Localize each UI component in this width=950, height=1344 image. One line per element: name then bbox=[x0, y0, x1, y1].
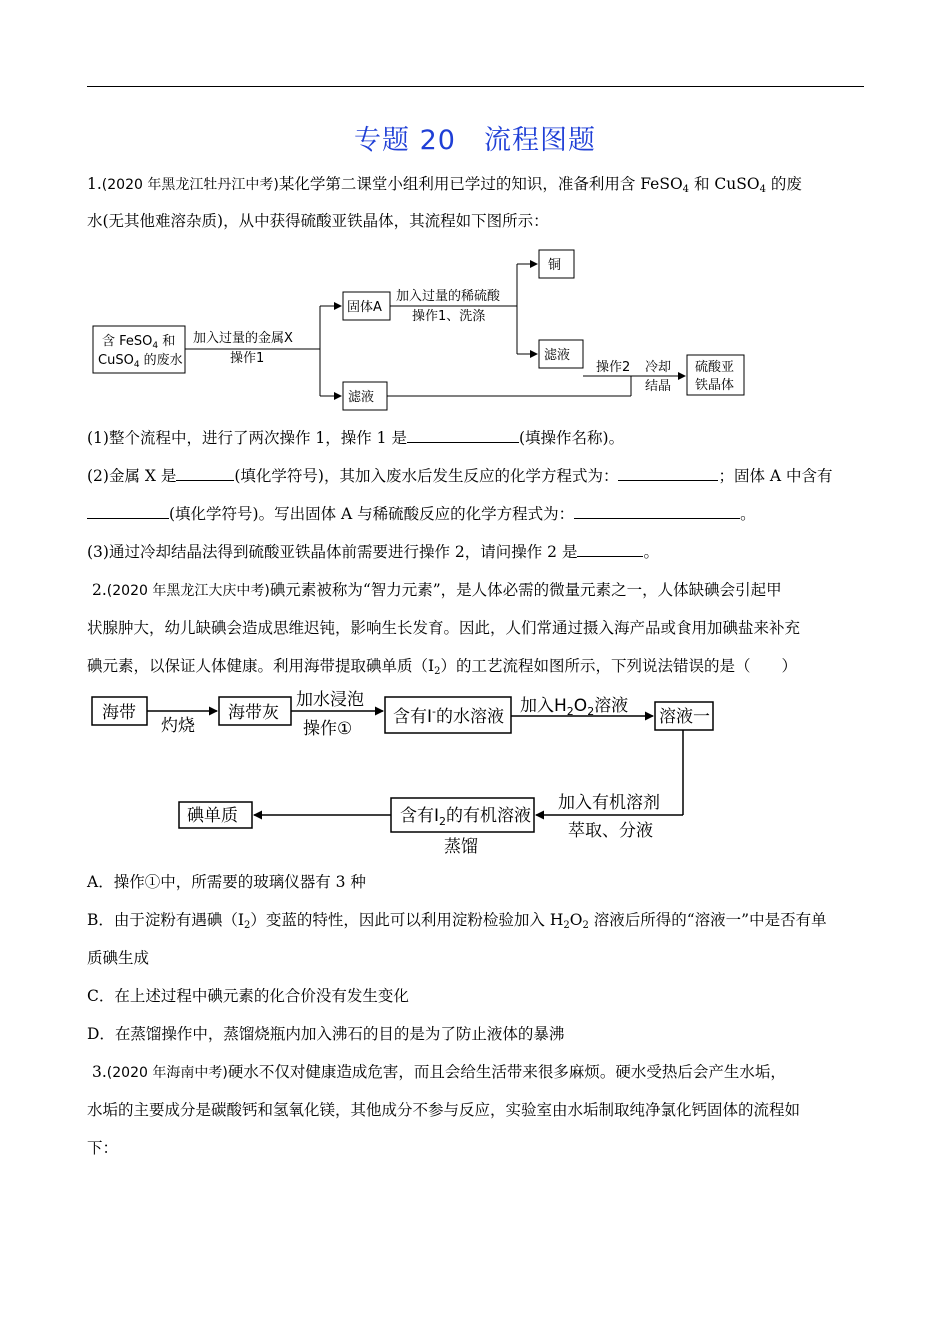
page-title: 专题 20 流程图题 bbox=[354, 125, 596, 156]
q3-line1: 3.(2020 年海南中考)硬水不仅对健康造成危害，而且会给生活带来很多麻烦。硬水受热后会产生水垢， bbox=[92, 1063, 786, 1081]
ash-box: 海带灰 bbox=[228, 703, 279, 723]
filtrate-box: 滤液 bbox=[348, 390, 375, 405]
svg-text:CuSO4 的废水: CuSO$_4$ 的废水 bbox=[98, 353, 183, 370]
solid-a-box: 固体A bbox=[347, 300, 382, 315]
svg-text:操作2: 操作2 bbox=[596, 360, 631, 375]
q1-sub2-line1: (2)金属 X 是 (填化学符号)，其加入废水后发生反应的化学方程式为： ；固体 A 中含有 bbox=[87, 467, 833, 485]
svg-text:加入过量的稀硫酸: 加入过量的稀硫酸 bbox=[396, 289, 501, 304]
svg-text:加入有机溶剂: 加入有机溶剂 bbox=[558, 793, 660, 813]
svg-text:灼烧: 灼烧 bbox=[161, 716, 195, 736]
q1-sub3: (3)通过冷却结晶法得到硫酸亚铁晶体前需要进行操作 2，请问操作 2 是 。 bbox=[87, 543, 659, 561]
q2-option-d: D．在蒸馏操作中，蒸馏烧瓶内加入沸石的目的是为了防止液体的暴沸 bbox=[87, 1025, 565, 1043]
svg-text:蒸馏: 蒸馏 bbox=[444, 837, 478, 857]
q1-line1: 1.(2020 年黑龙江牡丹江中考)某化学第二课堂小组利用已学过的知识，准备利用含 FeSO$_4$ 和 CuSO$_4$ 的废 bbox=[87, 175, 802, 195]
q2-line1: 2.(2020 年黑龙江大庆中考)碘元素被称为“智力元素”，是人体必需的微量元素之一，人体缺碘会引起甲 bbox=[92, 581, 782, 599]
iodine-box: 碘单质 bbox=[187, 806, 238, 826]
product-box: 硫酸亚 bbox=[695, 360, 735, 375]
solution-box: 含有I-的水溶液 bbox=[393, 705, 504, 727]
svg-text:加入H2O2溶液: 加入$H_2O_2$溶液 bbox=[520, 696, 629, 718]
svg-text:加水浸泡: 加水浸泡 bbox=[296, 690, 364, 710]
svg-text:操作1: 操作1 bbox=[230, 351, 265, 366]
svg-text:萃取、分液: 萃取、分液 bbox=[568, 821, 653, 841]
q2-line3: 碘元素，以保证人体健康。利用海带提取碘单质$(I_2)$的工艺流程如图所示，下列说法错误的是（ ） bbox=[87, 657, 798, 677]
svg-text:操作①: 操作① bbox=[303, 719, 353, 739]
q1-line2: 水(无其他难溶杂质)，从中获得硫酸亚铁晶体，其流程如下图所示： bbox=[87, 212, 549, 230]
svg-text:结晶: 结晶 bbox=[645, 379, 672, 394]
seaweed-box: 海带 bbox=[102, 703, 136, 723]
svg-text:铁晶体: 铁晶体 bbox=[695, 378, 735, 393]
q1-sub1: (1)整个流程中，进行了两次操作 1，操作 1 是 (填操作名称)。 bbox=[87, 429, 625, 447]
q3-line2: 水垢的主要成分是碳酸钙和氢氧化镁，其他成分不参与反应，实验室由水垢制取纯净氯化钙固体的流程如 bbox=[87, 1101, 801, 1119]
svg-text:冷却: 冷却 bbox=[645, 360, 672, 375]
organic-box: 含有$I_2$的有机溶液 bbox=[400, 806, 532, 828]
q3-line3: 下： bbox=[87, 1139, 119, 1157]
q2-option-b: B．由于淀粉有遇碘$(I_2)$变蓝的特性，因此可以利用淀粉检验加入 $H_2O_2$ 溶液后所得的“溶液一”中是否有单 bbox=[87, 911, 827, 931]
svg-text:操作1、洗涤: 操作1、洗涤 bbox=[412, 309, 486, 324]
solution-one-box: 溶液一 bbox=[659, 707, 710, 727]
filtrate2-box: 滤液 bbox=[544, 348, 571, 363]
copper-box: 铜 bbox=[548, 258, 562, 273]
svg-text:含 FeSO4 和: 含 FeSO$_4$ 和 bbox=[102, 334, 176, 351]
q2-option-a: A．操作①中，所需要的玻璃仪器有 3 种 bbox=[87, 873, 366, 891]
step1-label: 加入过量的金属X bbox=[193, 331, 293, 346]
q1-sub2-line2: (填化学符号)。写出固体 A 与稀硫酸反应的化学方程式为： 。 bbox=[87, 504, 756, 524]
q2-line2: 状腺肿大，幼儿缺碘会造成思维迟钝，影响生长发育。因此，人们常通过摄入海产品或食用加碘盐来补充 bbox=[87, 619, 801, 637]
q2-option-b-cont: 质碘生成 bbox=[87, 949, 150, 967]
q2-option-c: C．在上述过程中碘元素的化合价没有发生变化 bbox=[87, 987, 409, 1005]
